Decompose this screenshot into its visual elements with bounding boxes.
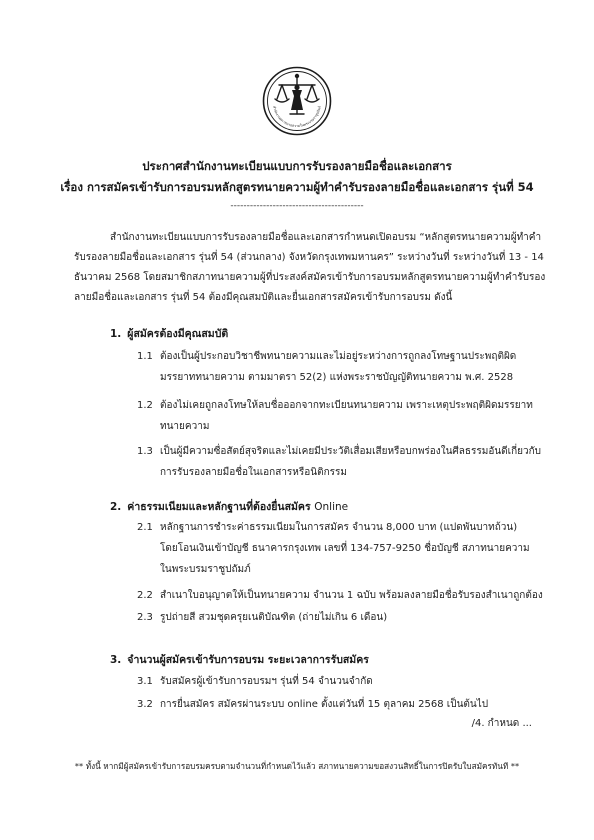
item-text: ต้องไม่เคยถูกลงโทษให้ลบชื่อออกจากทะเบียนทนายความ เพราะเหตุประพฤติผิดมรรยาท bbox=[160, 400, 533, 411]
intro-line: ลายมือชื่อและเอกสาร รุ่นที่ 54 ต้องมีคุณสมบัติและยื่นเอกสารสมัครเข้ารับการอบรม ดังนี้ bbox=[74, 292, 453, 303]
intro-paragraph bbox=[74, 228, 546, 308]
item-text: มรรยาททนายความ ตามมาตรา 52(2) แห่งพระราชบัญญัติทนายความ พ.ศ. 2528 bbox=[160, 372, 514, 383]
item-text: ในพระบรมราชูปถัมภ์ bbox=[160, 564, 251, 575]
item-number: 1.1 bbox=[137, 351, 153, 362]
item-text: เป็นผู้มีความซื่อสัตย์สุจริตและไม่เคยมีประวัติเสื่อมเสียหรือบกพร่องในศีลธรรมอันดีเกี่ยวกับ bbox=[160, 446, 542, 457]
item-text: ทนายความ bbox=[160, 421, 210, 432]
section-title: ผู้สมัครต้องมีคุณสมบัติ bbox=[127, 328, 229, 340]
item-number: 2.3 bbox=[137, 612, 153, 623]
section-number: 3. bbox=[110, 654, 122, 666]
section-title-suffix: Online bbox=[314, 501, 349, 513]
announcement-title: ประกาศสำนักงานทะเบียนแบบการรับรองลายมือชื่อและเอกสาร bbox=[142, 159, 452, 173]
intro-line: ธันวาคม 2568 โดยสมาชิกสภาทนายความผู้ที่ประสงค์สมัครเข้ารับการอบรมหลักสูตรทนายความผู้ทำคำรับรอง bbox=[74, 272, 546, 283]
application-item bbox=[137, 694, 488, 715]
item-number: 3.1 bbox=[137, 676, 153, 687]
title-divider: ----------------------------------------- bbox=[230, 201, 364, 211]
item-number: 3.2 bbox=[137, 699, 153, 710]
section-2-heading bbox=[110, 498, 348, 515]
section-number: 2. bbox=[110, 501, 122, 513]
requirement-item bbox=[137, 441, 541, 483]
item-text: ต้องเป็นผู้ประกอบวิชาชีพทนายความและไม่อยู่ระหว่างการถูกลงโทษฐานประพฤติผิด bbox=[160, 351, 517, 362]
item-text: หลักฐานการชำระค่าธรรมเนียมในการสมัคร จำนวน 8,000 บาท (แปดพันบาทถ้วน) bbox=[160, 522, 518, 533]
section-number: 1. bbox=[110, 328, 122, 340]
item-number: 2.1 bbox=[137, 522, 153, 533]
item-text: รูปถ่ายสี สวมชุดครุยเนติบัณฑิต (ถ่ายไม่เกิน 6 เดือน) bbox=[160, 612, 388, 623]
document-item bbox=[137, 517, 530, 580]
document-item bbox=[137, 607, 387, 628]
item-text: สำเนาใบอนุญาตให้เป็นทนายความ จำนวน 1 ฉบับ พร้อมลงลายมือชื่อรับรองสำเนาถูกต้อง bbox=[160, 590, 543, 601]
requirement-item bbox=[137, 346, 516, 388]
item-text: โดยโอนเงินเข้าบัญชี ธนาคารกรุงเทพ เลขที่ 134-757-9250 ชื่อบัญชี สภาทนายความ bbox=[160, 543, 530, 554]
footnote: ** ทั้งนี้ หากมีผู้สมัครเข้ารับการอบรมครบตามจำนวนที่กำหนดไว้แล้ว สภาทนายความขอสงวนสิทธิ์ในการปิดรับใบสมัครทันที ** bbox=[74, 761, 520, 771]
item-text: การยื่นสมัคร สมัครผ่านระบบ online ตั้งแต่วันที่ 15 ตุลาคม 2568 เป็นต้นไป bbox=[160, 699, 489, 710]
seal-arc-text: สำนักงานสภาทนายความในพระบรมราชูปถัมภ์ bbox=[272, 105, 322, 129]
document-item bbox=[137, 585, 543, 606]
intro-line: รับรองลายมือชื่อและเอกสาร รุ่นที่ 54 (ส่วนกลาง) จังหวัดกรุงเทพมหานคร” ระหว่างวันที่ ระหว่างวันที่ 13 - 14 bbox=[74, 252, 544, 263]
application-item bbox=[137, 671, 373, 692]
lawyers-council-seal bbox=[262, 66, 332, 136]
intro-line: สำนักงานทะเบียนแบบการรับรองลายมือชื่อและเอกสารกำหนดเปิดอบรม “หลักสูตรทนายความผู้ทำคำ bbox=[110, 232, 542, 243]
item-text: รับสมัครผู้เข้ารับการอบรมฯ รุ่นที่ 54 จำนวนจำกัด bbox=[160, 676, 373, 687]
continuation-marker: /4. กำหนด ... bbox=[471, 718, 532, 729]
section-title: ค่าธรรมเนียมและหลักฐานที่ต้องยื่นสมัคร bbox=[127, 501, 311, 513]
item-number: 1.3 bbox=[137, 446, 153, 457]
section-3-heading bbox=[110, 651, 369, 668]
item-text: การรับรองลายมือชื่อในเอกสารหรือนิติกรรม bbox=[160, 467, 347, 478]
announcement-subject: เรื่อง การสมัครเข้ารับการอบรมหลักสูตรทนายความผู้ทำคำรับรองลายมือชื่อและเอกสาร รุ่นที่ 54 bbox=[60, 180, 534, 194]
requirement-item bbox=[137, 395, 533, 437]
item-number: 1.2 bbox=[137, 400, 153, 411]
item-number: 2.2 bbox=[137, 590, 153, 601]
section-1-heading bbox=[110, 325, 228, 342]
section-title: จำนวนผู้สมัครเข้ารับการอบรม ระยะเวลาการรับสมัคร bbox=[127, 654, 369, 666]
